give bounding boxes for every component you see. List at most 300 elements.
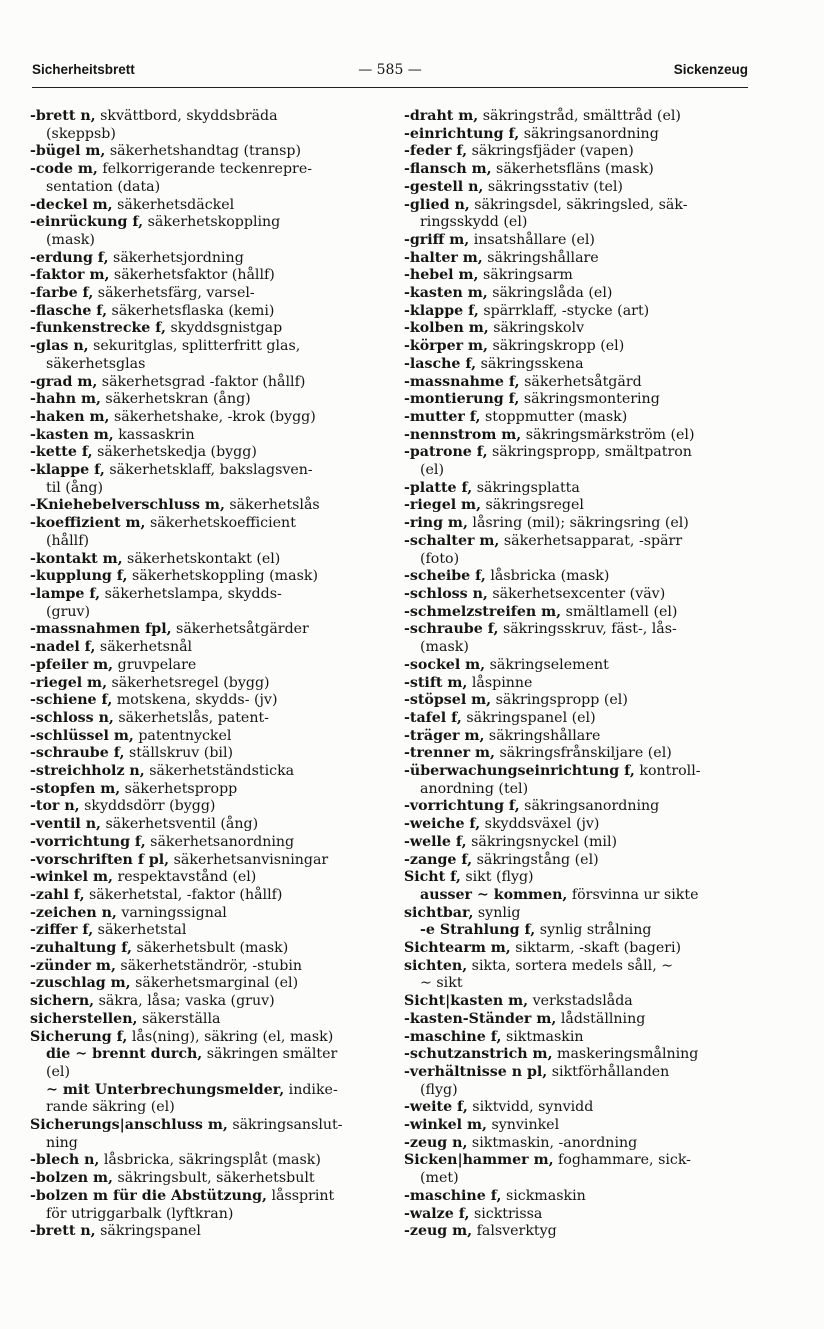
entry-headword: Sicherung f, — [30, 1028, 128, 1045]
entry-line — [404, 1206, 764, 1224]
entry-translation: synlig strålning — [535, 922, 652, 939]
entry-line — [30, 338, 390, 356]
entry-headword: -farbe f, — [30, 285, 94, 302]
entry-headword: -zeichen n, — [30, 904, 117, 921]
entry-headword: -massnahmen fpl, — [30, 621, 172, 638]
entry-translation: säkerhetspropp — [120, 780, 238, 797]
entry-translation: säkerhetskoppling (mask) — [127, 568, 318, 585]
entry-translation: felkorrigerande teckenrepre- — [97, 161, 313, 178]
entry-headword: -schutzanstrich m, — [404, 1046, 553, 1063]
entry-line — [30, 781, 390, 799]
header-rule — [32, 87, 748, 88]
dictionary-entry — [30, 1223, 390, 1241]
entry-translation: säkra, låsa; vaska (gruv) — [94, 993, 275, 1010]
entry-translation: skvättbord, skyddsbräda — [95, 108, 278, 124]
entry-headword: -stöpsel m, — [404, 692, 492, 709]
entry-line — [30, 1011, 390, 1029]
entry-headword: -zuschlag m, — [30, 975, 131, 992]
entry-translation: (mask) — [420, 639, 469, 656]
entry-line — [404, 869, 764, 887]
dictionary-entry — [30, 958, 390, 976]
dictionary-entry — [30, 568, 390, 586]
entry-line — [404, 692, 764, 710]
entry-headword: -patrone f, — [404, 444, 488, 461]
entry-line — [404, 621, 764, 639]
entry-headword: -kasten m, — [404, 285, 488, 302]
dictionary-entry — [404, 1099, 764, 1117]
entry-translation: (hållf) — [46, 532, 89, 549]
header-right-guideword: Sickenzeug — [673, 62, 748, 77]
dictionary-entry — [404, 675, 764, 693]
entry-line — [404, 1117, 764, 1135]
entry-translation: siktförhållanden — [547, 1063, 670, 1080]
entry-line — [30, 320, 390, 338]
entry-line — [30, 374, 390, 392]
entry-headword: -stopfen m, — [30, 780, 121, 797]
dictionary-entry — [30, 763, 390, 781]
dictionary-entry — [404, 657, 764, 675]
entry-line — [30, 303, 390, 321]
dictionary-entry — [30, 1029, 390, 1047]
dictionary-entry — [30, 675, 390, 693]
entry-headword: -schlüssel m, — [30, 727, 134, 744]
dictionary-entry — [30, 320, 390, 338]
dictionary-entry — [404, 710, 764, 728]
entry-line — [30, 533, 390, 551]
entry-line — [404, 108, 764, 126]
dictionary-entry — [404, 303, 764, 321]
entry-translation: säkringspropp, smältpatron — [487, 444, 692, 461]
entry-translation: säkerhetsanordning — [145, 833, 295, 850]
dictionary-entry — [404, 816, 764, 834]
entry-line — [30, 214, 390, 232]
entry-translation: (foto) — [420, 550, 460, 567]
entry-translation: säkringsbult, säkerhetsbult — [112, 1170, 315, 1187]
entry-headword: -montierung f, — [404, 391, 520, 408]
entry-translation: (met) — [420, 1170, 459, 1187]
entry-headword: sichten, — [404, 957, 468, 974]
entry-translation: säkerhetsnål — [95, 639, 193, 656]
entry-translation: säkringskropp (el) — [487, 338, 625, 355]
entry-translation: motskena, skydds- (jv) — [112, 692, 278, 709]
entry-line — [404, 905, 764, 923]
entry-line — [404, 232, 764, 250]
entry-headword: die ∼ brennt durch, — [46, 1046, 203, 1063]
dictionary-entry — [404, 745, 764, 763]
dictionary-entry — [30, 975, 390, 993]
dictionary-entry — [404, 197, 764, 232]
dictionary-entry — [404, 143, 764, 161]
dictionary-entry — [404, 250, 764, 268]
dictionary-entry — [404, 922, 764, 940]
entry-translation: smältlamell (el) — [561, 603, 678, 620]
entry-headword: -kasten-Ständer m, — [404, 1010, 557, 1027]
dictionary-entry — [30, 1082, 390, 1117]
entry-translation: säkerhetslås, patent- — [113, 709, 269, 726]
entry-line — [30, 444, 390, 462]
entry-headword: -schraube f, — [30, 745, 125, 762]
entry-headword: -zahl f, — [30, 886, 85, 903]
entry-line — [404, 197, 764, 215]
entry-translation: säkringsfjäder (vapen) — [467, 143, 634, 160]
dictionary-entry — [404, 869, 764, 887]
dictionary-entry — [30, 338, 390, 373]
entry-line — [404, 657, 764, 675]
entry-line — [404, 728, 764, 746]
entry-headword: -tafel f, — [404, 709, 462, 726]
dictionary-entry — [30, 639, 390, 657]
entry-translation: säkerhetshake, -krok (bygg) — [109, 408, 316, 425]
entry-line — [30, 161, 390, 179]
entry-translation: säkringsmontering — [519, 391, 660, 408]
entry-headword: -pfeiler m, — [30, 656, 114, 673]
entry-headword: -zeug m, — [404, 1223, 473, 1240]
entry-headword: -zuhaltung f, — [30, 940, 132, 957]
entry-line — [30, 427, 390, 445]
entry-line — [404, 604, 764, 622]
entry-line — [30, 692, 390, 710]
entry-headword: -nadel f, — [30, 639, 96, 656]
entry-headword: -scheibe f, — [404, 568, 486, 585]
dictionary-entry — [404, 338, 764, 356]
entry-line — [404, 958, 764, 976]
entry-headword: -halter m, — [404, 249, 483, 266]
dictionary-entry — [30, 1188, 390, 1223]
entry-translation: ning — [46, 1134, 78, 1151]
entry-line — [30, 869, 390, 887]
dictionary-entry — [30, 657, 390, 675]
entry-headword: -klappe f, — [30, 462, 105, 479]
entry-line — [30, 1064, 390, 1082]
entry-headword: -platte f, — [404, 479, 473, 496]
dictionary-entry — [30, 197, 390, 215]
entry-translation: (flyg) — [420, 1081, 458, 1098]
entry-line — [30, 1223, 390, 1241]
entry-headword: -flasche f, — [30, 302, 108, 319]
entry-translation: säkringsstativ (tel) — [483, 178, 623, 195]
entry-line — [30, 905, 390, 923]
entry-translation: låsbricka (mask) — [485, 568, 610, 585]
entry-translation: säkerhetständsticka — [144, 763, 295, 780]
entry-line — [30, 958, 390, 976]
entry-headword: -mutter f, — [404, 408, 481, 425]
entry-line — [404, 1046, 764, 1064]
entry-line — [404, 409, 764, 427]
dictionary-entry — [30, 922, 390, 940]
entry-headword: -weite f, — [404, 1099, 468, 1116]
entry-translation: säkerhetshandtag (transp) — [105, 143, 301, 160]
entry-translation: säkerhetslås — [224, 497, 320, 514]
entry-translation: säkringspropp (el) — [491, 692, 628, 709]
entry-translation: säkringsarm — [478, 267, 573, 284]
entry-headword: -kolben m, — [404, 320, 489, 337]
entry-translation: verkstadslåda — [528, 993, 633, 1010]
dictionary-entry — [30, 214, 390, 249]
entry-translation: säkerhetslampa, skydds- — [100, 585, 282, 602]
entry-headword: -winkel m, — [30, 869, 113, 886]
entry-line — [30, 551, 390, 569]
entry-translation: stoppmutter (mask) — [480, 408, 628, 425]
entry-translation: ringsskydd (el) — [420, 214, 528, 231]
dictionary-entry — [30, 285, 390, 303]
entry-headword: -bolzen m für die Abstützung, — [30, 1187, 267, 1204]
dictionary-entry — [404, 728, 764, 746]
dictionary-entry — [30, 834, 390, 852]
entry-line — [30, 515, 390, 533]
entry-headword: -faktor m, — [30, 267, 110, 284]
entry-translation: (skeppsb) — [46, 125, 116, 142]
entry-translation: lås(ning), säkring (el, mask) — [127, 1028, 334, 1045]
dictionary-entry — [30, 1170, 390, 1188]
entry-translation: siktvidd, synvidd — [467, 1099, 594, 1116]
dictionary-entry — [404, 533, 764, 568]
entry-headword: -blech n, — [30, 1152, 100, 1169]
dictionary-entry — [30, 940, 390, 958]
entry-translation: til (ång) — [46, 479, 104, 496]
entry-headword: -e Strahlung f, — [420, 922, 536, 939]
entry-line — [404, 586, 764, 604]
dictionary-entry — [404, 1135, 764, 1153]
entry-translation: säkerhetskoefficient — [145, 515, 296, 532]
entry-translation: säkringen smälter — [202, 1046, 338, 1063]
entry-headword: sichtbar, — [404, 904, 474, 921]
entry-headword: -träger m, — [404, 727, 485, 744]
dictionary-entry — [30, 1117, 390, 1152]
entry-translation: säkerhetsgrad -faktor (hållf) — [97, 373, 306, 390]
entry-translation: låssprint — [266, 1187, 335, 1204]
entry-line — [30, 1135, 390, 1153]
entry-headword: -schraube f, — [404, 621, 499, 638]
entry-headword: -kupplung f, — [30, 568, 128, 585]
entry-translation: säkringsplatta — [472, 479, 580, 496]
dictionary-entry — [404, 285, 764, 303]
entry-line — [30, 108, 390, 126]
entry-headword: -Kniehebelverschluss m, — [30, 497, 225, 514]
entry-headword: -zange f, — [404, 851, 473, 868]
entry-line — [404, 303, 764, 321]
entry-translation: rande säkring (el) — [46, 1099, 175, 1116]
entry-line — [404, 161, 764, 179]
entry-headword: -lasche f, — [404, 355, 477, 372]
entry-translation: siktarm, -skaft (bageri) — [510, 940, 682, 957]
entry-line — [30, 710, 390, 728]
entry-translation: säkerhetsåtgärder — [171, 621, 309, 638]
dictionary-entry — [30, 391, 390, 409]
dictionary-entry — [404, 621, 764, 656]
entry-line — [404, 179, 764, 197]
entry-headword: -code m, — [30, 161, 98, 178]
entry-line — [404, 320, 764, 338]
dictionary-entry — [30, 816, 390, 834]
entry-line — [404, 568, 764, 586]
entry-translation: ∼ sikt — [420, 975, 463, 992]
entry-line — [30, 852, 390, 870]
dictionary-entry — [30, 374, 390, 392]
entry-translation: låsbricka, säkringsplåt (mask) — [99, 1152, 321, 1169]
entry-line — [404, 852, 764, 870]
entry-translation: säkerhetsjordning — [108, 249, 244, 266]
entry-translation: säkerhetsåtgärd — [519, 373, 642, 390]
dictionary-entry — [30, 143, 390, 161]
dictionary-entry — [30, 497, 390, 515]
entry-headword: -hahn m, — [30, 391, 101, 408]
dictionary-entry — [30, 710, 390, 728]
entry-translation: säkerhetsbult (mask) — [131, 940, 289, 957]
entry-line — [404, 922, 764, 940]
entry-translation: foghammare, sick- — [553, 1152, 691, 1169]
dictionary-entry — [404, 940, 764, 958]
entry-translation: säkringsdel, säkringsled, säk- — [469, 196, 688, 213]
dictionary-entry — [404, 1029, 764, 1047]
dictionary-entry — [404, 179, 764, 197]
entry-line — [404, 975, 764, 993]
dictionary-entry — [30, 586, 390, 621]
entry-translation: säkringspanel (el) — [461, 709, 596, 726]
entry-line — [404, 993, 764, 1011]
entry-line — [404, 1135, 764, 1153]
entry-line — [404, 887, 764, 905]
entry-translation: säkerhetskedja (bygg) — [92, 444, 257, 461]
entry-line — [404, 551, 764, 569]
entry-translation: skyddsdörr (bygg) — [79, 798, 216, 815]
entry-translation: (mask) — [46, 231, 95, 248]
entry-translation: falsverktyg — [472, 1223, 557, 1240]
entry-translation: sekuritglas, splitterfritt glas, — [88, 338, 301, 355]
dictionary-entry — [30, 427, 390, 445]
entry-headword: -brett n, — [30, 108, 96, 124]
entry-translation: låsring (mil); säkringsring (el) — [467, 515, 689, 532]
entry-translation: gruvpelare — [113, 656, 197, 673]
entry-headword: -ventil n, — [30, 816, 101, 833]
dictionary-entry — [404, 409, 764, 427]
entry-translation: skyddsväxel (jv) — [480, 816, 600, 833]
entry-headword: -schloss n, — [404, 585, 488, 602]
page-number: — 585 — — [358, 62, 422, 78]
entry-translation: säkerhetsflaska (kemi) — [107, 302, 275, 319]
entry-headword: -ziffer f, — [30, 922, 94, 939]
dictionary-entry — [30, 161, 390, 196]
entry-line — [404, 533, 764, 551]
entry-line — [404, 391, 764, 409]
entry-line — [30, 887, 390, 905]
dictionary-entry — [30, 1046, 390, 1081]
entry-headword: -griff m, — [404, 231, 470, 248]
entry-translation: säkringsskruv, fäst-, lås- — [498, 621, 677, 638]
entry-headword: -grad m, — [30, 373, 98, 390]
dictionary-entry — [404, 267, 764, 285]
entry-line — [30, 586, 390, 604]
entry-line — [30, 1170, 390, 1188]
entry-line — [404, 798, 764, 816]
entry-headword: -maschine f, — [404, 1187, 502, 1204]
entry-translation: säkerhetsanvisningar — [169, 851, 329, 868]
entry-translation: säkringsanordning — [519, 125, 659, 142]
entry-translation: säkringsanordning — [519, 798, 660, 815]
entry-line — [404, 675, 764, 693]
entry-line — [404, 356, 764, 374]
entry-headword: -zeug n, — [404, 1134, 468, 1151]
entry-headword: -vorschriften f pl, — [30, 851, 170, 868]
entry-translation: säkringsregel — [481, 497, 584, 514]
entry-line — [30, 179, 390, 197]
dictionary-entry — [30, 852, 390, 870]
dictionary-entry — [404, 161, 764, 179]
dictionary-entry — [404, 692, 764, 710]
dictionary-entry — [404, 1064, 764, 1099]
entry-line — [404, 1029, 764, 1047]
dictionary-entry — [30, 745, 390, 763]
entry-line — [404, 1099, 764, 1117]
entry-translation: säkerhetstal — [93, 922, 187, 939]
entry-headword: ausser ∼ kommen, — [420, 886, 568, 903]
dictionary-entry — [404, 497, 764, 515]
entry-line — [404, 427, 764, 445]
dictionary-entry — [404, 427, 764, 445]
entry-translation: (el) — [46, 1063, 71, 1080]
entry-line — [30, 409, 390, 427]
entry-headword: -erdung f, — [30, 249, 109, 266]
dictionary-entry — [404, 798, 764, 816]
entry-translation: säkerhetsexcenter (väv) — [487, 585, 666, 602]
entry-headword: -ring m, — [404, 515, 468, 532]
entry-translation: sikt (flyg) — [460, 869, 534, 886]
entry-line — [30, 745, 390, 763]
entry-line — [30, 1099, 390, 1117]
entry-translation: insatshållare (el) — [469, 231, 595, 248]
dictionary-entry — [404, 834, 764, 852]
entry-headword: -trenner m, — [404, 745, 495, 762]
entry-headword: -draht m, — [404, 108, 479, 124]
entry-headword: -einrichtung f, — [404, 125, 520, 142]
entry-line — [30, 1029, 390, 1047]
entry-line — [30, 604, 390, 622]
entry-headword: -glas n, — [30, 338, 89, 355]
dictionary-entry — [30, 409, 390, 427]
entry-headword: -streichholz n, — [30, 763, 145, 780]
dictionary-entry — [404, 108, 764, 126]
entry-line — [30, 197, 390, 215]
entry-translation: säkringsfrånskiljare (el) — [494, 745, 672, 762]
entry-line — [30, 1082, 390, 1100]
entry-line — [404, 462, 764, 480]
entry-line — [404, 267, 764, 285]
entry-translation: säkerhetsfläns (mask) — [491, 161, 654, 178]
entry-translation: lådställning — [556, 1010, 646, 1027]
entry-translation: säkringsmärkström (el) — [521, 426, 695, 443]
entry-line — [404, 1188, 764, 1206]
entry-translation: säkerhetskoppling — [143, 214, 281, 231]
entry-translation: låspinne — [467, 674, 533, 691]
entry-headword: -brett n, — [30, 1223, 96, 1240]
entry-headword: -körper m, — [404, 338, 488, 355]
right-column — [404, 108, 764, 1241]
entry-headword: -bügel m, — [30, 143, 106, 160]
entry-headword: ∼ mit Unterbrechungsmelder, — [46, 1081, 285, 1098]
entry-headword: -weiche f, — [404, 816, 481, 833]
entry-translation: säkerhetsmarginal (el) — [130, 975, 299, 992]
entry-translation: säkerhetskran (ång) — [100, 391, 251, 408]
dictionary-entry — [404, 958, 764, 993]
entry-headword: sichern, — [30, 993, 95, 1010]
entry-line — [30, 922, 390, 940]
entry-headword: -koeffizient m, — [30, 515, 146, 532]
entry-line — [30, 728, 390, 746]
entry-translation: (gruv) — [46, 603, 91, 620]
entry-translation: ställskruv (bil) — [124, 745, 234, 762]
entry-headword: -lampe f, — [30, 585, 101, 602]
entry-line — [30, 816, 390, 834]
entry-translation: säkerhetständrör, -stubin — [115, 957, 303, 974]
